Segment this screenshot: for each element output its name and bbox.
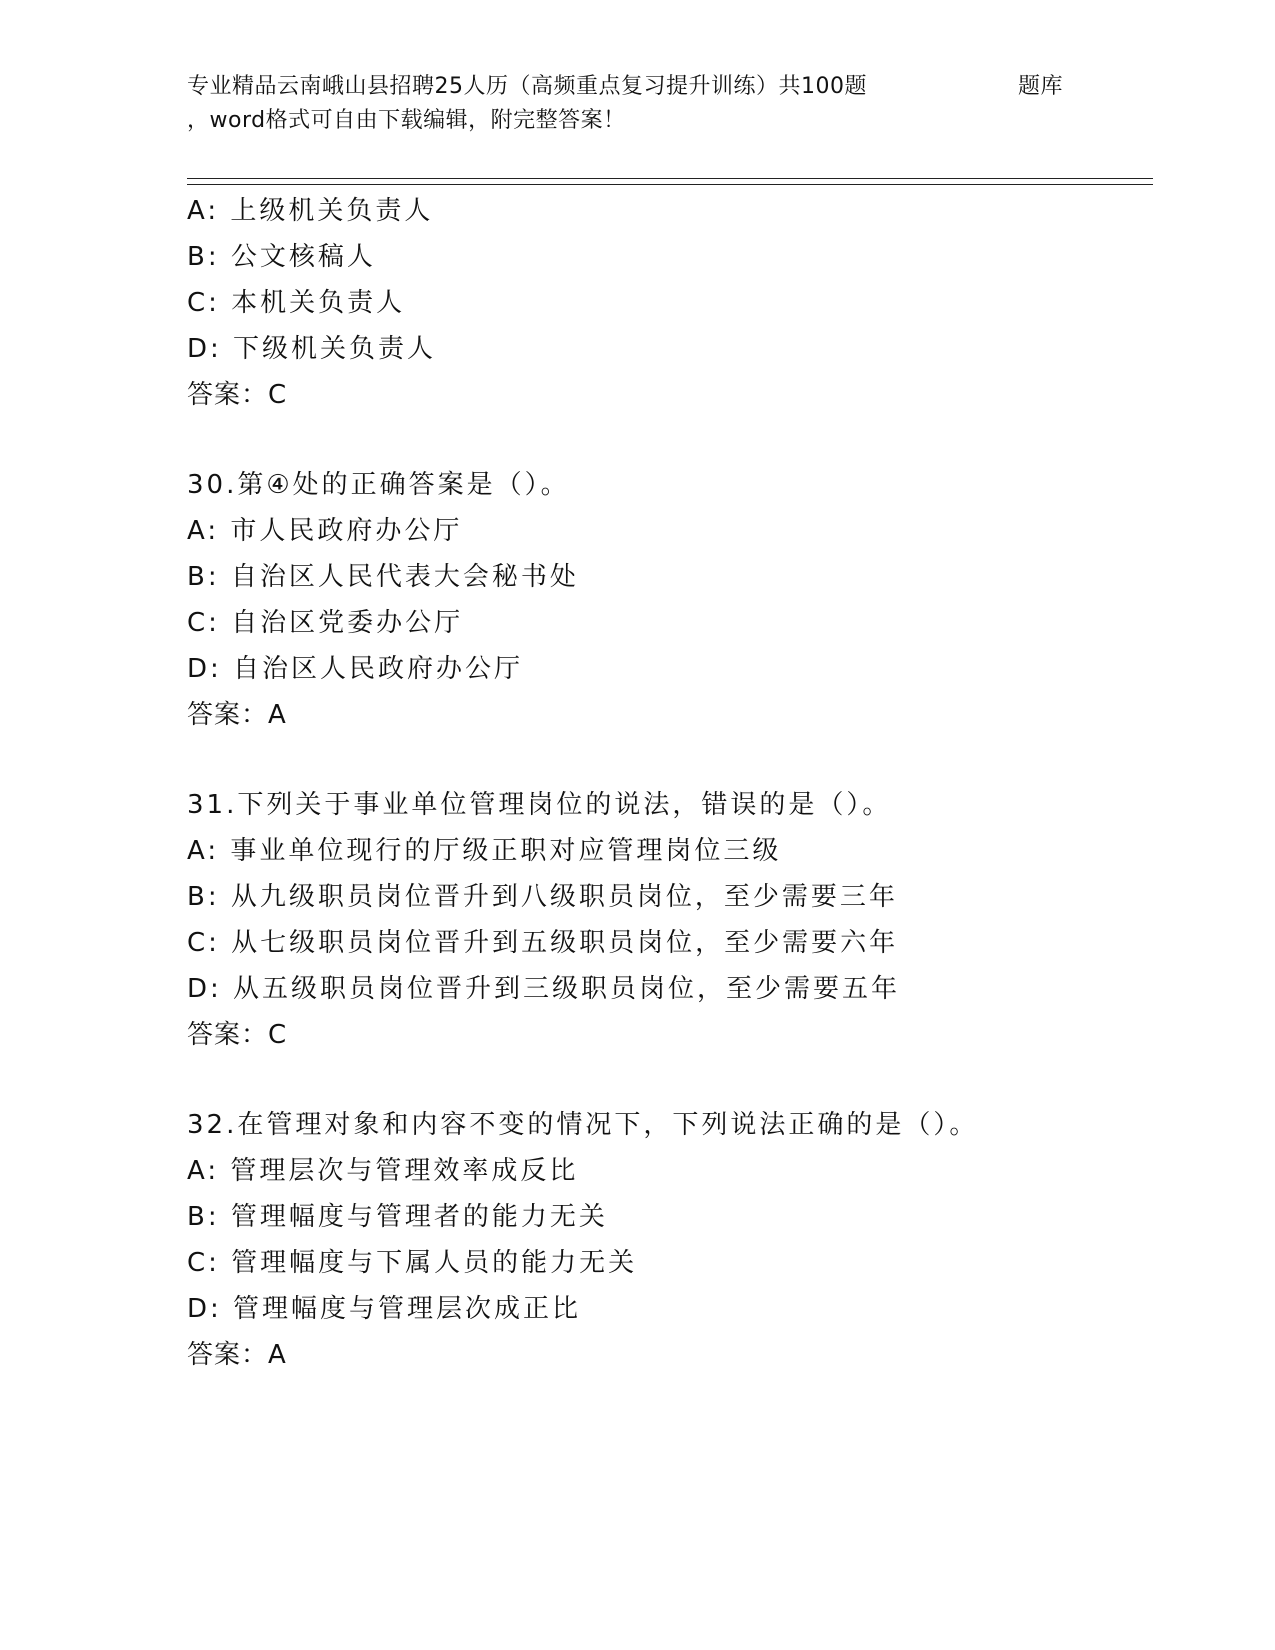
answer-line: 答案：A: [187, 1340, 287, 1370]
option-d: D: 从五级职员岗位晋升到三级职员岗位，至少需要五年: [187, 974, 901, 1004]
option-d: D: 下级机关负责人: [187, 334, 437, 364]
answer-line: 答案：A: [187, 700, 287, 730]
question-block-30: [187, 462, 1147, 738]
option-b: B: 从九级职员岗位晋升到八级职员岗位，至少需要三年: [187, 882, 898, 912]
header-tag: 题库: [1018, 74, 1064, 99]
option-b: B: 管理幅度与管理者的能力无关: [187, 1202, 608, 1232]
option-c: C: 自治区党委办公厅: [187, 608, 464, 638]
question-text: 31.下列关于事业单位管理岗位的说法，错误的是（）。: [187, 790, 892, 820]
question-block-31: [187, 782, 1147, 1058]
option-c: C: 管理幅度与下属人员的能力无关: [187, 1248, 638, 1278]
answer-line: 答案：C: [187, 1020, 288, 1050]
option-b: B: 自治区人民代表大会秘书处: [187, 562, 579, 592]
option-c: C: 从七级职员岗位晋升到五级职员岗位，至少需要六年: [187, 928, 899, 958]
option-c: C: 本机关负责人: [187, 288, 406, 318]
question-block-29: [187, 188, 1147, 418]
question-text: 30.第④处的正确答案是（）。: [187, 470, 570, 500]
header-subtitle-line: ，word格式可自由下载编辑，附完整答案！: [187, 108, 626, 133]
header-divider-top: [187, 178, 1153, 179]
header-title-line: 专业精品云南峨山县招聘25人历（高频重点复习提升训练）共100题: [187, 74, 867, 99]
header-divider-bottom: [187, 184, 1153, 185]
question-text: 32.在管理对象和内容不变的情况下，下列说法正确的是（）。: [187, 1110, 979, 1140]
option-b: B: 公文核稿人: [187, 242, 376, 272]
option-a: A: 上级机关负责人: [187, 196, 434, 226]
question-list: [187, 188, 1147, 1378]
option-a: A: 市人民政府办公厅: [187, 516, 463, 546]
option-d: D: 管理幅度与管理层次成正比: [187, 1294, 582, 1324]
option-d: D: 自治区人民政府办公厅: [187, 654, 524, 684]
option-a: A: 管理层次与管理效率成反比: [187, 1156, 579, 1186]
option-a: A: 事业单位现行的厅级正职对应管理岗位三级: [187, 836, 782, 866]
question-block-32: [187, 1102, 1147, 1378]
answer-line: 答案：C: [187, 380, 288, 410]
